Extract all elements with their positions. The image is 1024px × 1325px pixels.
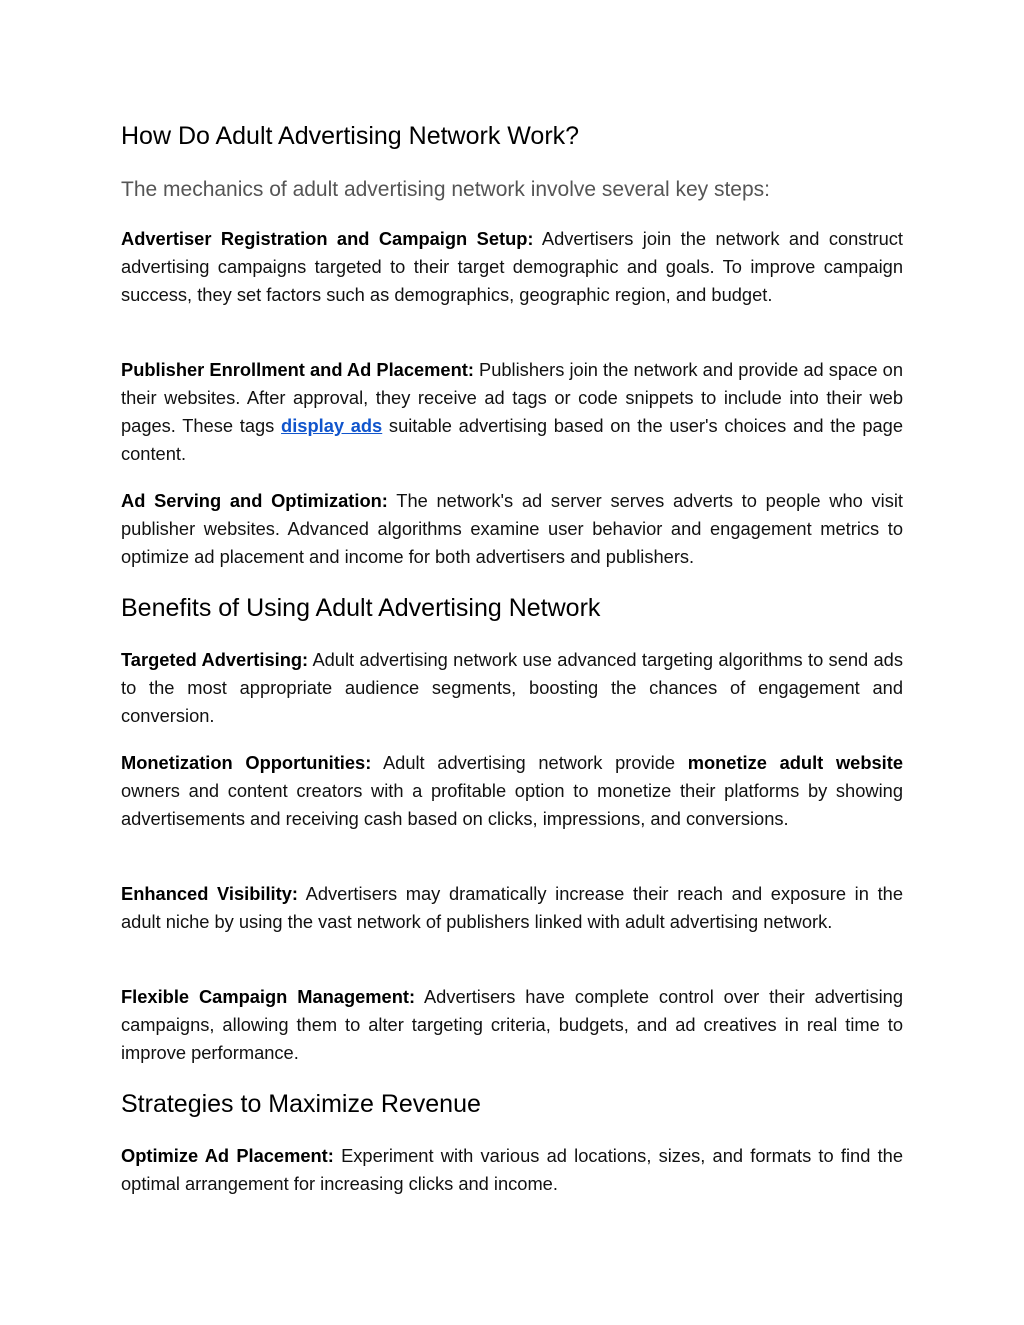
paragraph-ad-serving	[121, 487, 903, 571]
paragraph-label: Monetization Opportunities:	[121, 752, 372, 773]
paragraph-text: owners and content creators with a profitable option to monetize their platforms by showing advertisements and receiving cash based on clicks, impressions, and conversions.	[121, 780, 903, 829]
paragraph-text: Adult advertising network use advanced targeting algorithms to send ads to the most appropriate audience segments, boosting the chances of engagement and conversion.	[121, 649, 903, 726]
paragraph-publisher-enrollment	[121, 356, 903, 468]
paragraph-text: Advertisers have complete control over their advertising campaigns, allowing them to alter targeting criteria, budgets, and ad creatives in real time to improve performance.	[121, 986, 904, 1063]
paragraph-label: Targeted Advertising:	[121, 649, 309, 670]
section-heading-benefits: Benefits of Using Adult Advertising Network	[121, 594, 601, 622]
paragraph-text: Advertisers may dramatically increase their reach and exposure in the adult niche by using the vast network of publishers linked with adult advertising network.	[121, 883, 903, 932]
paragraph-text: The network's ad server serves adverts to people who visit publisher websites. Advanced algorithms examine user behavior and engagement metrics to optimize ad placement and income for both advertisers and publishers.	[121, 490, 904, 567]
paragraph-text: Publishers join the network and provide ad space on their websites. After approval, they receive ad tags or code snippets to include into their web pages. These tags	[121, 359, 903, 436]
section-heading-strategies: Strategies to Maximize Revenue	[121, 1090, 481, 1118]
section-subtitle: The mechanics of adult advertising network involve several key steps:	[121, 178, 770, 201]
section-heading-how-it-works: How Do Adult Advertising Network Work?	[121, 122, 580, 150]
paragraph-optimize-placement	[121, 1142, 903, 1198]
paragraph-text: Adult advertising network provide	[371, 752, 688, 773]
paragraph-label: Ad Serving and Optimization:	[121, 490, 388, 511]
paragraph-advertiser-registration	[121, 225, 903, 309]
paragraph-text: Advertisers join the network and construct advertising campaigns targeted to their target demographic and goals. To improve campaign success, they set factors such as demographics, geographic region, and budget.	[121, 228, 904, 305]
paragraph-label: Optimize Ad Placement:	[121, 1145, 334, 1166]
paragraph-label: Enhanced Visibility:	[121, 883, 298, 904]
paragraph-targeted-advertising	[121, 646, 903, 730]
paragraph-label: Publisher Enrollment and Ad Placement:	[121, 359, 474, 380]
display-ads-link[interactable]: display ads	[281, 415, 383, 436]
paragraph-label: Flexible Campaign Management:	[121, 986, 416, 1007]
paragraph-enhanced-visibility	[121, 880, 903, 936]
paragraph-monetization	[121, 749, 903, 833]
paragraph-text: suitable advertising based on the user's choices and the page content.	[121, 415, 903, 464]
paragraph-flexible-campaign	[121, 983, 903, 1067]
paragraph-label: Advertiser Registration and Campaign Setup:	[121, 228, 534, 249]
bold-phrase: monetize adult website	[687, 752, 903, 773]
paragraph-text: Experiment with various ad locations, sizes, and formats to find the optimal arrangement for increasing clicks and income.	[121, 1145, 903, 1194]
